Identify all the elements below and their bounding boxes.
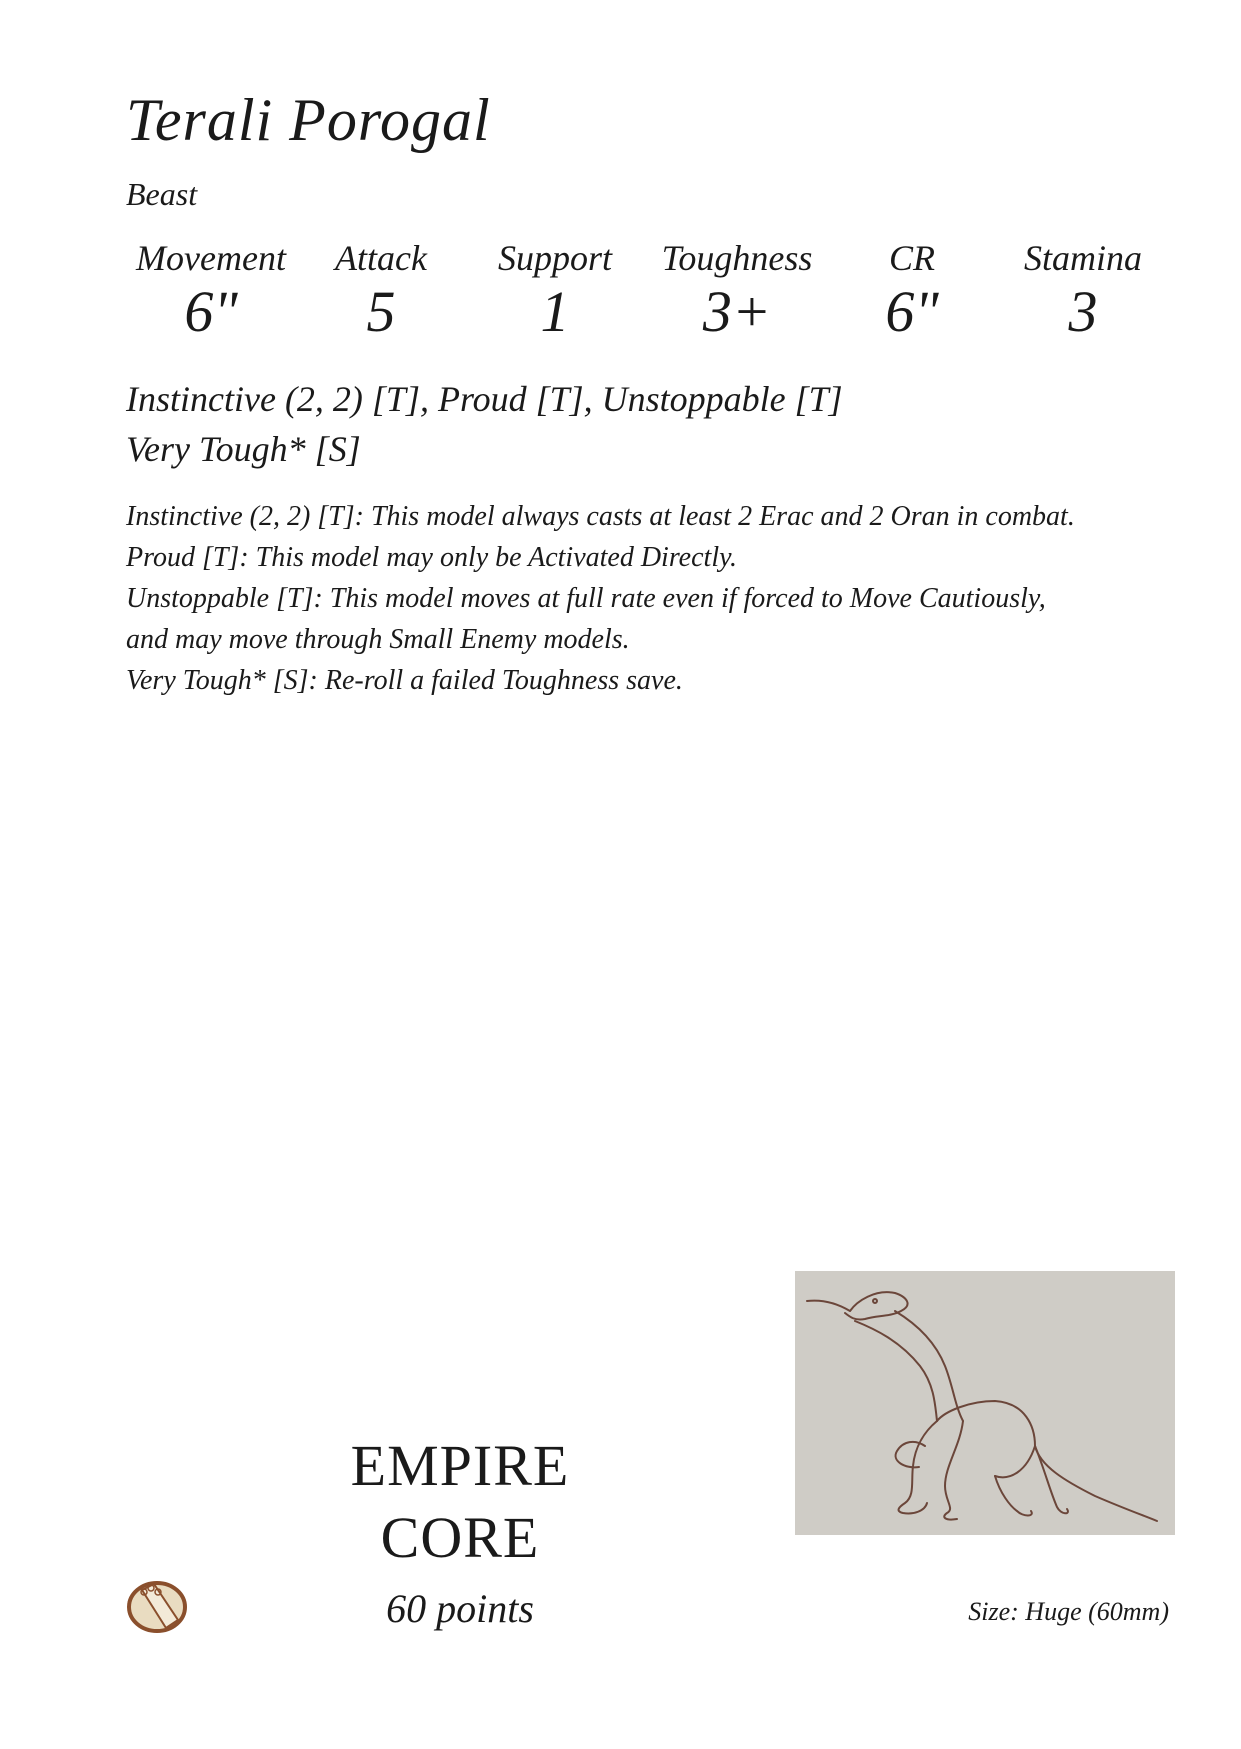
stat-attack [296, 236, 466, 344]
stat-toughness [652, 236, 822, 344]
stat-label: Movement [136, 238, 286, 278]
stat-value: 3+ [702, 279, 772, 344]
stat-value: 6" [885, 279, 939, 344]
stat-cr [827, 236, 997, 344]
stat-value: 1 [540, 279, 570, 344]
stat-label: Attack [335, 238, 427, 278]
creature-sketch-image [795, 1271, 1175, 1535]
stat-movement [126, 236, 296, 344]
unit-type: Beast [126, 176, 198, 212]
stat-value: 5 [366, 279, 396, 344]
points-cost: 60 points [386, 1586, 534, 1631]
unit-name: Terali Porogal [126, 87, 491, 153]
stat-support [470, 236, 640, 344]
faction-name: EMPIRE [350, 1433, 570, 1498]
rule-very-tough: Very Tough* [S]: Re-roll a failed Toughness save. [126, 665, 683, 696]
stat-label: Toughness [661, 238, 813, 278]
stat-value: 3 [1068, 279, 1098, 344]
stat-label: Stamina [1023, 238, 1142, 278]
stat-label: CR [888, 238, 935, 278]
rule-proud: Proud [T]: This model may only be Activated Directly. [126, 542, 737, 573]
stat-value: 6" [184, 279, 238, 344]
faction-label [260, 1430, 660, 1574]
stat-stamina [998, 236, 1168, 344]
rule-unstoppable: Unstoppable [T]: This model moves at full rate even if forced to Move Cautiously, and may move through Small Enemy models. [126, 583, 1046, 655]
base-size: Size: Huge (60mm) [968, 1597, 1169, 1626]
stat-label: Support [497, 238, 612, 278]
rules-text [126, 496, 1086, 701]
ability-line: Instinctive (2, 2) [T], Proud [T], Unstoppable [T] [126, 379, 843, 419]
ability-line: Very Tough* [S] [126, 429, 361, 469]
faction-category: CORE [380, 1505, 540, 1570]
ability-list [126, 374, 843, 474]
stat-line [126, 236, 1156, 346]
publisher-logo-icon [124, 1572, 190, 1636]
rule-instinctive: Instinctive (2, 2) [T]: This model always casts at least 2 Erac and 2 Oran in combat. [126, 501, 1075, 532]
